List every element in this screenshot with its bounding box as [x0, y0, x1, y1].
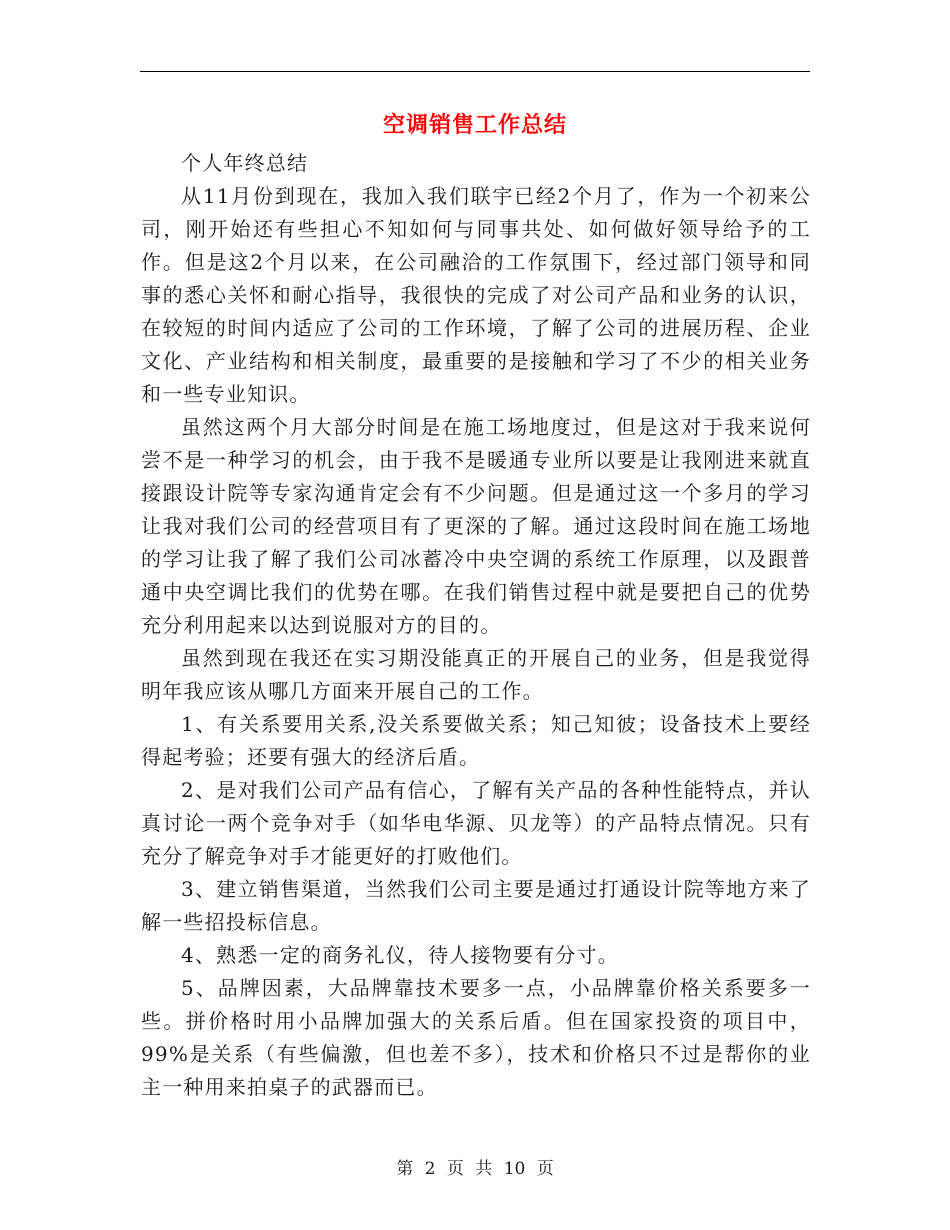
header-rule [140, 71, 810, 72]
document-title: 空调销售工作总结 [382, 112, 567, 138]
list-item: 4、熟悉一定的商务礼仪，待人接物要有分寸。 [181, 943, 619, 967]
paragraph: 虽然到现在我还在实习期没能真正的开展自己的业务，但是我觉得明年我应该从哪几方面来开展自己的工作。 [141, 646, 811, 703]
document-body [141, 147, 811, 1104]
list-item: 5、品牌因素，大品牌靠技术要多一点，小品牌靠价格关系要多一些。拼价格时用小品牌加强大的关系后盾。但在国家投资的项目中，99%是关系（有些偏激，但也差不多），技术和价格只不过是帮你的业主一种用来拍桌子的武器而已。 [141, 976, 811, 1099]
page-number-footer: 第 2 页 共 10 页 [396, 1159, 554, 1179]
list-item: 1、有关系要用关系,没关系要做关系；知己知彼；设备技术上要经得起考验；还要有强大的经济后盾。 [141, 712, 811, 769]
paragraph-subtitle: 个人年终总结 [181, 151, 309, 175]
paragraph: 虽然这两个月大部分时间是在施工场地度过，但是这对于我来说何尝不是一种学习的机会，由于我不是暖通专业所以要是让我刚进来就直接跟设计院等专家沟通肯定会有不少问题。但是通过这一个多月的学习让我对我们公司的经营项目有了更深的了解。通过这段时间在施工场地的学习让我了解了我们公司冰蓄冷中央空调的系统工作原理，以及跟普通中央空调比我们的优势在哪。在我们销售过程中就是要把自己的优势充分利用起来以达到说服对方的目的。 [141, 415, 811, 637]
list-item: 2、是对我们公司产品有信心，了解有关产品的各种性能特点，并认真讨论一两个竞争对手（如华电华源、贝龙等）的产品特点情况。只有充分了解竞争对手才能更好的打败他们。 [141, 778, 811, 868]
list-item: 3、建立销售渠道，当然我们公司主要是通过打通设计院等地方来了解一些招投标信息。 [141, 877, 811, 934]
paragraph: 从11月份到现在，我加入我们联宇已经2个月了，作为一个初来公司，刚开始还有些担心不知如何与同事共处、如何做好领导给予的工作。但是这2个月以来，在公司融洽的工作氛围下，经过部门领导和同事的悉心关怀和耐心指导，我很快的完成了对公司产品和业务的认识，在较短的时间内适应了公司的工作环境，了解了公司的进展历程、企业文化、产业结构和相关制度，最重要的是接触和学习了不少的相关业务和一些专业知识。 [141, 184, 811, 406]
